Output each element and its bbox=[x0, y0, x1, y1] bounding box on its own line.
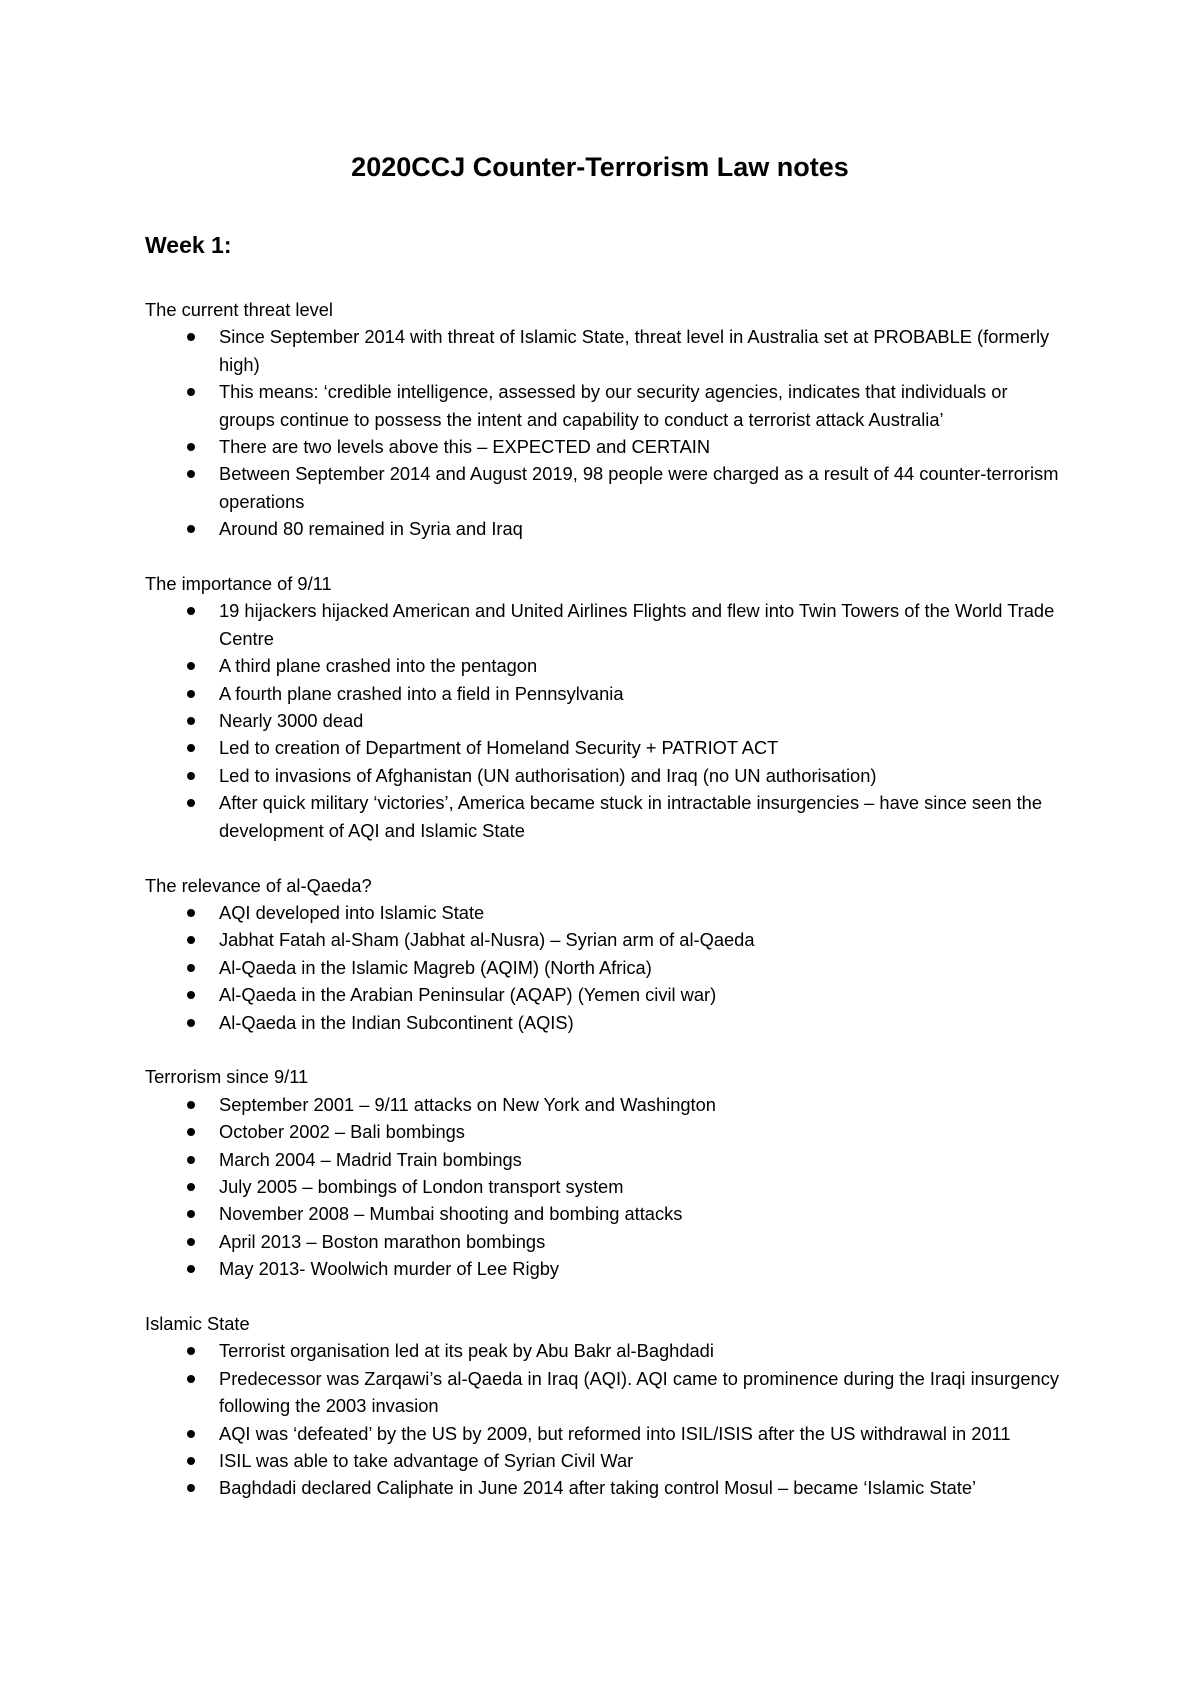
bullet-icon bbox=[187, 607, 195, 615]
list-item-text: A third plane crashed into the pentagon bbox=[219, 655, 538, 677]
bullet-icon bbox=[187, 717, 195, 725]
bullet-icon bbox=[187, 690, 195, 698]
list-item-text: Al-Qaeda in the Islamic Magreb (AQIM) (North Africa) bbox=[219, 956, 652, 978]
list-item bbox=[145, 460, 1065, 515]
bullet-icon bbox=[187, 991, 195, 999]
bullet-icon bbox=[187, 1183, 195, 1191]
bullet-icon bbox=[187, 525, 195, 533]
list-item-text: April 2013 – Boston marathon bombings bbox=[219, 1230, 546, 1252]
bullet-icon bbox=[187, 1484, 195, 1492]
bullet-icon bbox=[187, 1238, 195, 1246]
bullet-icon bbox=[187, 1156, 195, 1164]
list-item bbox=[145, 926, 1065, 953]
section-the-relevance-of-al-qaeda bbox=[145, 872, 1065, 1036]
list-item bbox=[145, 707, 1065, 734]
section-title: The importance of 9/11 bbox=[145, 573, 332, 595]
section-the-current-threat-level bbox=[145, 296, 1065, 543]
bullet-icon bbox=[187, 333, 195, 341]
list-item-text: A fourth plane crashed into a field in Pennsylvania bbox=[219, 682, 624, 704]
bullet-icon bbox=[187, 909, 195, 917]
bullet-list bbox=[145, 597, 1065, 844]
bullet-icon bbox=[187, 1128, 195, 1136]
list-item-text: ISIL was able to take advantage of Syrian Civil War bbox=[219, 1450, 634, 1471]
list-item-text: May 2013- Woolwich murder of Lee Rigby bbox=[219, 1258, 560, 1280]
list-item bbox=[145, 981, 1065, 1008]
list-item-text: There are two levels above this – EXPECTED and CERTAIN bbox=[219, 436, 711, 458]
list-item-text: Al-Qaeda in the Indian Subcontinent (AQIS) bbox=[219, 1011, 574, 1033]
bullet-icon bbox=[187, 1457, 195, 1465]
list-item bbox=[145, 789, 1065, 844]
list-item bbox=[145, 1173, 1065, 1200]
list-item bbox=[145, 1118, 1065, 1145]
list-item bbox=[145, 762, 1065, 789]
list-item-text: Baghdadi declared Caliphate in June 2014 after taking control Mosul – became ‘Islamic State’ bbox=[219, 1477, 977, 1499]
list-item-text: March 2004 – Madrid Train bombings bbox=[219, 1148, 522, 1170]
bullet-icon bbox=[187, 1430, 195, 1438]
list-item bbox=[145, 1447, 1065, 1474]
list-item bbox=[145, 680, 1065, 707]
bullet-icon bbox=[187, 1347, 195, 1355]
list-item-text: Predecessor was Zarqawi’s al-Qaeda in Iraq (AQI). AQI came to prominence during the Iraqi insurgency following the 2003 invasion bbox=[219, 1367, 1059, 1417]
list-item bbox=[145, 899, 1065, 926]
list-item-text: 19 hijackers hijacked American and United Airlines Flights and flew into Twin Towers of the World Trade Centre bbox=[219, 600, 1055, 649]
bullet-icon bbox=[187, 443, 195, 451]
bullet-icon bbox=[187, 772, 195, 780]
list-item bbox=[145, 954, 1065, 981]
section-title: Islamic State bbox=[145, 1312, 250, 1334]
list-item bbox=[145, 1091, 1065, 1118]
list-item-text: Between September 2014 and August 2019, 98 people were charged as a result of 44 counter-terrorism operations bbox=[219, 463, 1059, 512]
bullet-list bbox=[145, 1091, 1065, 1283]
bullet-icon bbox=[187, 1265, 195, 1273]
list-item bbox=[145, 652, 1065, 679]
section-the-importance-of-9-11 bbox=[145, 570, 1065, 844]
list-item bbox=[145, 1337, 1065, 1364]
section-islamic-state bbox=[145, 1310, 1065, 1502]
list-item-text: Jabhat Fatah al-Sham (Jabhat al-Nusra) – Syrian arm of al-Qaeda bbox=[219, 929, 755, 951]
bullet-icon bbox=[187, 1101, 195, 1109]
list-item bbox=[145, 1365, 1065, 1420]
bullet-icon bbox=[187, 470, 195, 478]
list-item-text: Terrorist organisation led at its peak by Abu Bakr al-Baghdadi bbox=[219, 1340, 714, 1362]
notes-content bbox=[145, 296, 1065, 1529]
week-heading: Week 1: bbox=[145, 232, 232, 258]
list-item bbox=[145, 433, 1065, 460]
list-item-text: Since September 2014 with threat of Islamic State, threat level in Australia set at PROBABLE (formerly high) bbox=[219, 326, 1050, 375]
bullet-icon bbox=[187, 662, 195, 670]
list-item-text: July 2005 – bombings of London transport system bbox=[219, 1175, 624, 1197]
bullet-icon bbox=[187, 1375, 195, 1383]
list-item-text: This means: ‘credible intelligence, assessed by our security agencies, indicates that individuals or groups continue to possess the intent and capability to conduct a terrorist attack Australia’ bbox=[219, 381, 1008, 430]
bullet-icon bbox=[187, 964, 195, 972]
section-terrorism-since-9-11 bbox=[145, 1063, 1065, 1282]
list-item-text: Al-Qaeda in the Arabian Peninsular (AQAP) (Yemen civil war) bbox=[219, 984, 717, 1006]
list-item bbox=[145, 597, 1065, 652]
page-title: 2020CCJ Counter-Terrorism Law notes bbox=[351, 152, 849, 182]
list-item-text: After quick military ‘victories’, America became stuck in intractable insurgencies – have since seen the development of AQI and Islamic State bbox=[219, 792, 1043, 841]
bullet-list bbox=[145, 1337, 1065, 1501]
list-item bbox=[145, 1255, 1065, 1282]
bullet-icon bbox=[187, 799, 195, 807]
bullet-icon bbox=[187, 936, 195, 944]
list-item bbox=[145, 1009, 1065, 1036]
bullet-list bbox=[145, 899, 1065, 1036]
bullet-icon bbox=[187, 1210, 195, 1218]
list-item bbox=[145, 378, 1065, 433]
list-item-text: November 2008 – Mumbai shooting and bombing attacks bbox=[219, 1203, 683, 1225]
list-item-text: AQI developed into Islamic State bbox=[219, 901, 485, 923]
list-item bbox=[145, 515, 1065, 542]
list-item bbox=[145, 1420, 1065, 1447]
list-item-text: September 2001 – 9/11 attacks on New York and Washington bbox=[219, 1093, 716, 1115]
section-title: The current threat level bbox=[145, 299, 333, 320]
bullet-icon bbox=[187, 744, 195, 752]
bullet-icon bbox=[187, 388, 195, 396]
list-item bbox=[145, 1200, 1065, 1227]
list-item-text: Led to creation of Department of Homeland Security + PATRIOT ACT bbox=[219, 737, 779, 759]
list-item-text: October 2002 – Bali bombings bbox=[219, 1121, 465, 1143]
list-item bbox=[145, 1474, 1065, 1501]
list-item-text: Nearly 3000 dead bbox=[219, 710, 364, 732]
list-item-text: AQI was ‘defeated’ by the US by 2009, but reformed into ISIL/ISIS after the US withdrawal in 2011 bbox=[219, 1422, 1011, 1444]
list-item bbox=[145, 1146, 1065, 1173]
list-item bbox=[145, 323, 1065, 378]
section-title: Terrorism since 9/11 bbox=[145, 1066, 309, 1088]
bullet-list bbox=[145, 323, 1065, 542]
section-title: The relevance of al-Qaeda? bbox=[145, 874, 372, 896]
bullet-icon bbox=[187, 1019, 195, 1027]
list-item bbox=[145, 1228, 1065, 1255]
list-item-text: Led to invasions of Afghanistan (UN authorisation) and Iraq (no UN authorisation) bbox=[219, 764, 877, 786]
list-item-text: Around 80 remained in Syria and Iraq bbox=[219, 518, 523, 540]
list-item bbox=[145, 734, 1065, 761]
